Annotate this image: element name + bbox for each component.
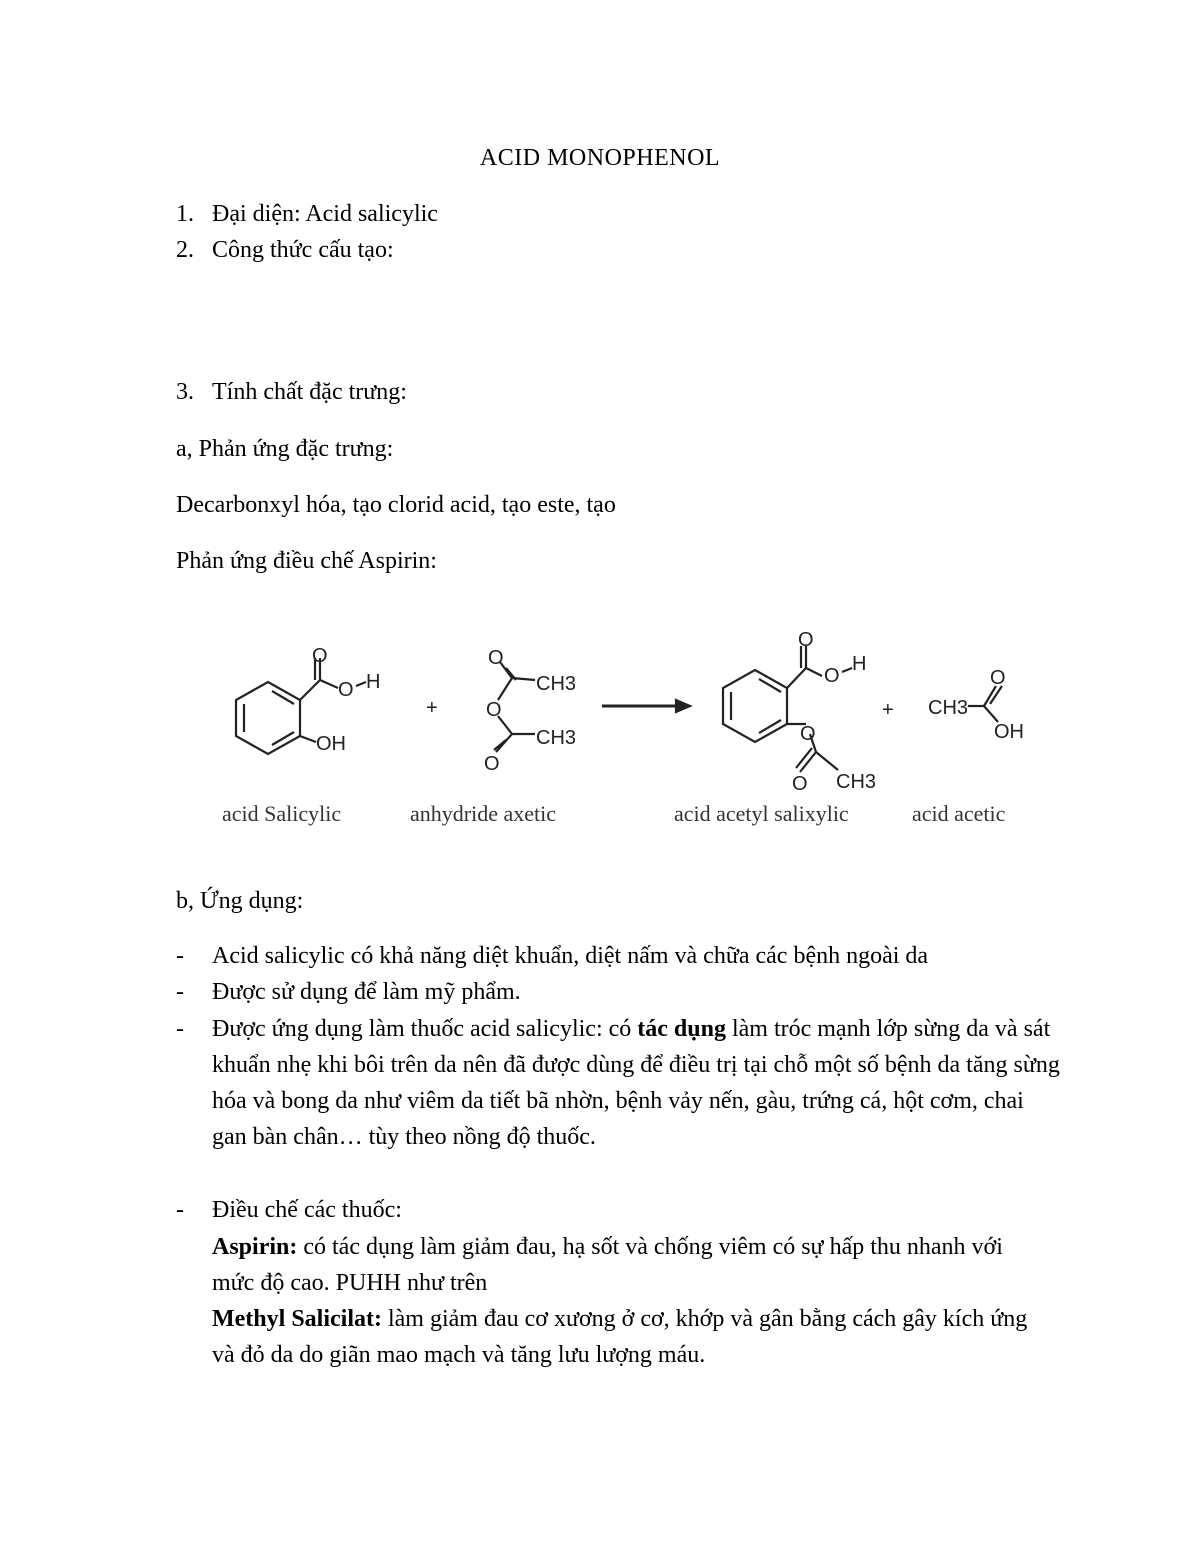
label-o: O [800,723,816,745]
label-o: O [312,645,328,667]
caption-acetic-acid: acid acetic [912,801,1006,826]
section-a-heading: a, Phản ứng đặc trưng: [176,436,394,462]
label-oh: OH [994,721,1024,743]
label-o: O [338,679,354,701]
list-number: 1. [176,201,194,227]
plus-sign: + [882,699,894,721]
label-o: O [484,753,500,775]
bullet-marker: - [176,1197,184,1223]
caption-aspirin: acid acetyl salixylic [674,801,849,826]
aspirin-text: có tác dụng làm giảm đau, hạ sốt và chống viêm có sự hấp thu nhanh với mức độ cao. PUHH như trên [212,1234,1003,1296]
bullet-marker: - [176,979,184,1005]
label-ch3: CH3 [836,771,877,793]
aspirin-label: Aspirin: [212,1234,298,1260]
reactions-text: Decarbonxyl hóa, tạo clorid acid, tạo este, tạo [176,492,616,518]
methyl-salicylate-paragraph [212,1301,1052,1373]
list-item-1 [176,196,438,232]
bullet-text: Được ứng dụng làm thuốc acid salicylic: có [212,1016,638,1042]
caption-acetic-anhydride: anhydride axetic [410,801,556,826]
list-text: Đại diện: Acid salicylic [212,201,438,227]
label-o: O [792,773,808,795]
label-ch3: CH3 [536,673,577,695]
plus-sign: + [426,697,438,719]
acetic-acid-structure [968,686,1002,722]
list-item-3 [176,374,407,410]
list-text: Công thức cấu tạo: [212,237,394,263]
label-h: H [366,671,381,693]
bullet-item-4: Điều chế các thuốc: [212,1197,402,1223]
bullet-bold-text: tác dụng [637,1016,726,1042]
label-o: O [798,630,814,651]
bullet-marker: - [176,1016,184,1042]
caption-salicylic-acid: acid Salicylic [222,801,342,826]
methyl-label: Methyl Salicilat: [212,1306,382,1332]
bullet-text: làm tróc mạnh lớp sừng da và sát khuẩn nhẹ khi bôi trên da nên đã được dùng để điều trị tại chỗ một số bệnh da tăng sừng hóa và bong da như viêm da tiết bã nhờn, bệnh vảy nến, gàu, trứng cá, hột cơm, chai gan bàn chân… tùy theo nồng độ thuốc. [212,1016,1060,1150]
label-ch3: CH3 [536,727,577,749]
list-number: 2. [176,237,194,263]
label-o: O [990,667,1006,689]
list-text: Tính chất đặc trưng: [212,379,407,405]
bullet-item-3 [212,1011,1062,1155]
label-o: O [488,647,504,669]
list-number: 3. [176,379,194,405]
aspirin-reaction-heading: Phản ứng điều chế Aspirin: [176,548,437,574]
label-h: H [852,653,867,675]
page-title: ACID MONOPHENOL [479,145,721,171]
bullet-item-1: Acid salicylic có khả năng diệt khuẩn, diệt nấm và chữa các bệnh ngoài da [212,943,929,969]
aspirin-reaction-diagram [0,630,1200,830]
label-o: O [824,665,840,687]
label-o: O [486,699,502,721]
bullet-marker: - [176,943,184,969]
list-item-2 [176,232,394,268]
aspirin-paragraph [212,1229,1012,1301]
methyl-text: làm giảm đau cơ xương ở cơ, khớp và gân bằng cách gây kích ứng và đỏ da do giãn mao mạch và tăng lưu lượng máu. [212,1306,1028,1368]
label-oh: OH [316,733,346,755]
label-ch3: CH3 [928,697,969,719]
bullet-item-2: Được sử dụng để làm mỹ phẩm. [212,979,521,1005]
section-b-heading: b, Ứng dụng: [176,888,304,914]
salicylic-acid-structure [236,658,366,754]
reaction-arrow [602,700,690,712]
